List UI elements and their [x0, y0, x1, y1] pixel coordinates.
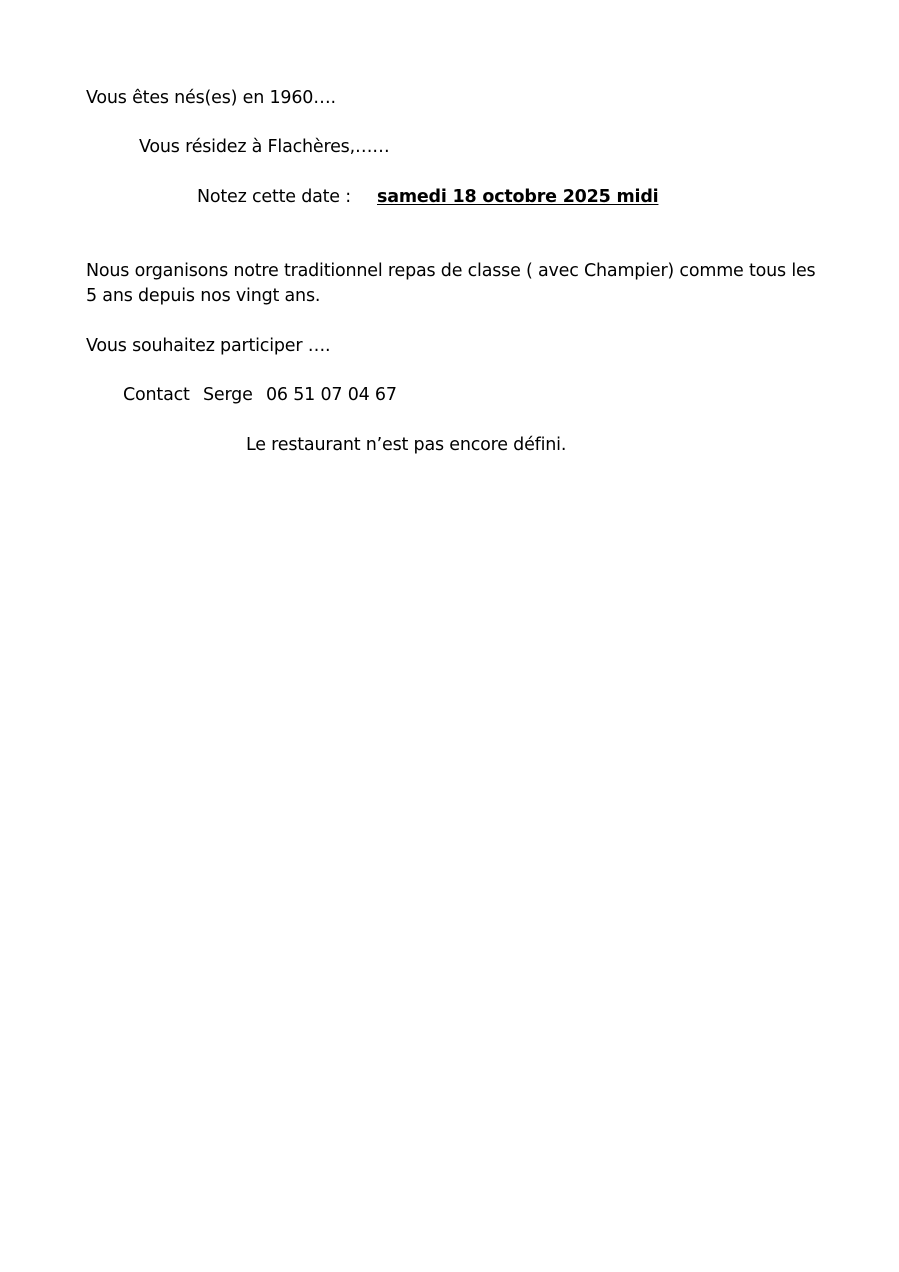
contact-label: Contact — [123, 385, 190, 405]
birth-year-line: Vous êtes nés(es) en 1960…. — [86, 88, 336, 108]
restaurant-note: Le restaurant n’est pas encore défini. — [246, 435, 567, 455]
date-label: Notez cette date : — [197, 187, 351, 207]
contact-name: Serge — [203, 385, 253, 405]
invitation-paragraph: Nous organisons notre traditionnel repas de classe ( avec Champier) comme tous les 5 ans depuis nos vingt ans. — [86, 261, 816, 306]
date-line — [197, 185, 658, 209]
contact-phone: 06 51 07 04 67 — [266, 385, 397, 405]
participate-line: Vous souhaitez participer …. — [86, 336, 331, 356]
event-date: samedi 18 octobre 2025 midi — [377, 187, 659, 207]
residence-line: Vous résidez à Flachères,…… — [139, 137, 390, 157]
contact-line — [123, 383, 397, 407]
